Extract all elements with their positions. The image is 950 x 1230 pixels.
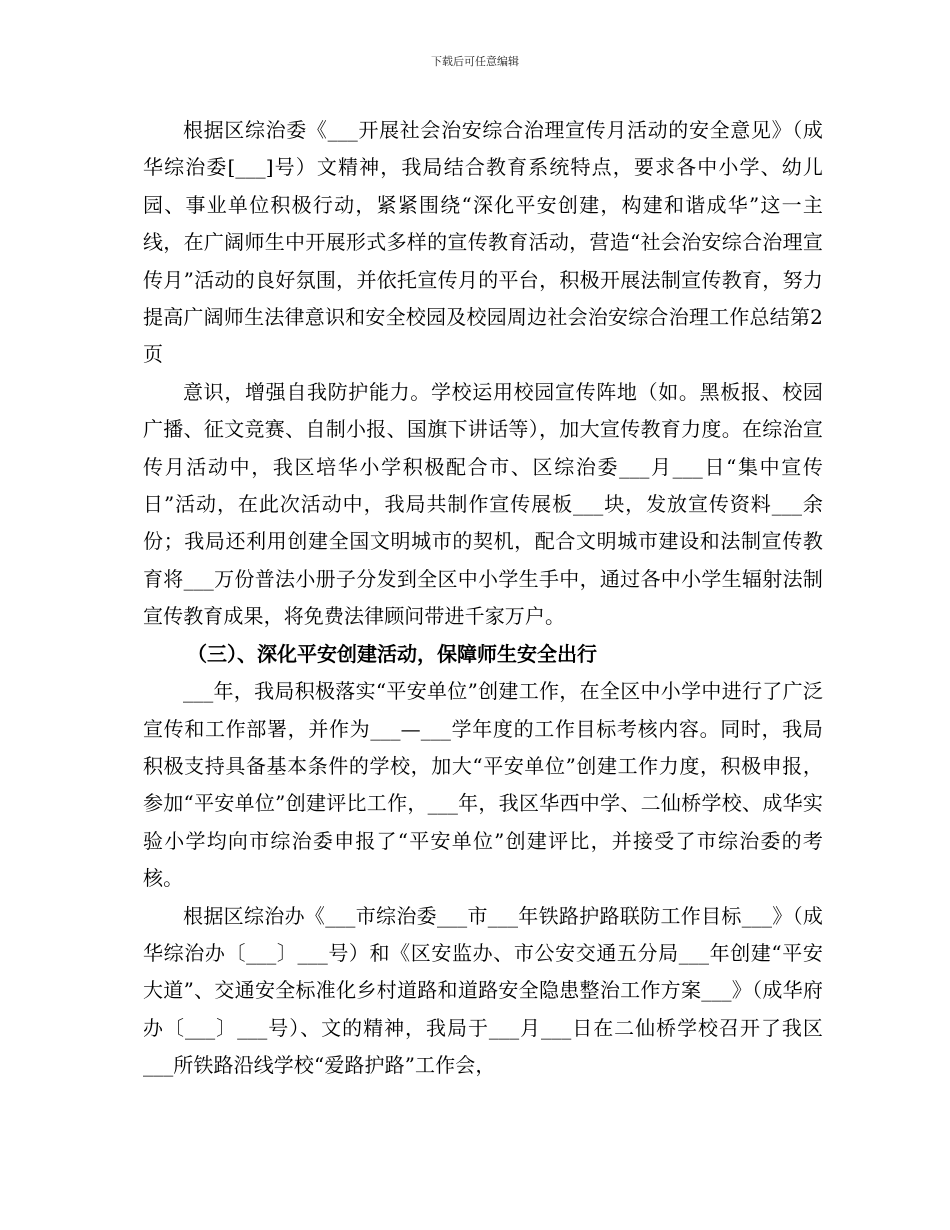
paragraph-4: 根据区综治办《___市综治委___市___年铁路护路联防工作目标___》（成华综治办〔___〕___号）和《区安监办、市公安交通五分局___年创建“平安大道”、交通安全标准化乡村道路和道路安全隐患整治工作方案___》（成华府办〔___〕___号）、文的精神，我局于___月___日在二仙桥学校召开了我区___所铁路沿线学校“爱路护路”工作会，	[143, 903, 823, 1078]
page-header: 下载后可任意编辑	[431, 55, 519, 68]
section-heading: （三）、深化平安创建活动，保障师生安全出行	[187, 641, 597, 666]
document-body	[143, 112, 823, 1085]
paragraph-1: 根据区综治委《___开展社会治安综合治理宣传月活动的安全意见》（成华综治委[___]号）文精神，我局结合教育系统特点，要求各中小学、幼儿园、事业单位积极行动，紧紧围绕“深化平安创建，构建和谐成华”这一主线，在广阔师生中开展形式多样的宣传教育活动，营造“社会治安综合治理宣传月”活动的良好氛围，并依托宣传月的平台，积极开展法制宣传教育，努力提高广阔师生法律意识和安全校园及校园周边社会治安综合治理工作总结第2页	[143, 118, 823, 367]
paragraph-2: 意识，增强自我防护能力。学校运用校园宣传阵地（如。黑板报、校园广播、征文竞赛、自制小报、国旗下讲话等），加大宣传教育力度。在综治宣传月活动中，我区培华小学积极配合市、区综治委___月___日“集中宣传日”活动，在此次活动中，我局共制作宣传展板___块，发放宣传资料___余份；我局还利用创建全国文明城市的契机，配合文明城市建设和法制宣传教育将___万份普法小册子分发到全区中小学生手中，通过各中小学生辐射法制宣传教育成果，将免费法律顾问带进千家万户。	[143, 379, 823, 629]
paragraph-3: ___年，我局积极落实“平安单位”创建工作，在全区中小学中进行了广泛宣传和工作部署，并作为___—___学年度的工作目标考核内容。同时，我局积极支持具备基本条件的学校，加大“平安单位”创建工作力度，积极申报，参加“平安单位”创建评比工作，___年，我区华西中学、二仙桥学校、成华实验小学均向市综治委申报了“平安单位”创建评比，并接受了市综治委的考核。	[143, 679, 823, 891]
